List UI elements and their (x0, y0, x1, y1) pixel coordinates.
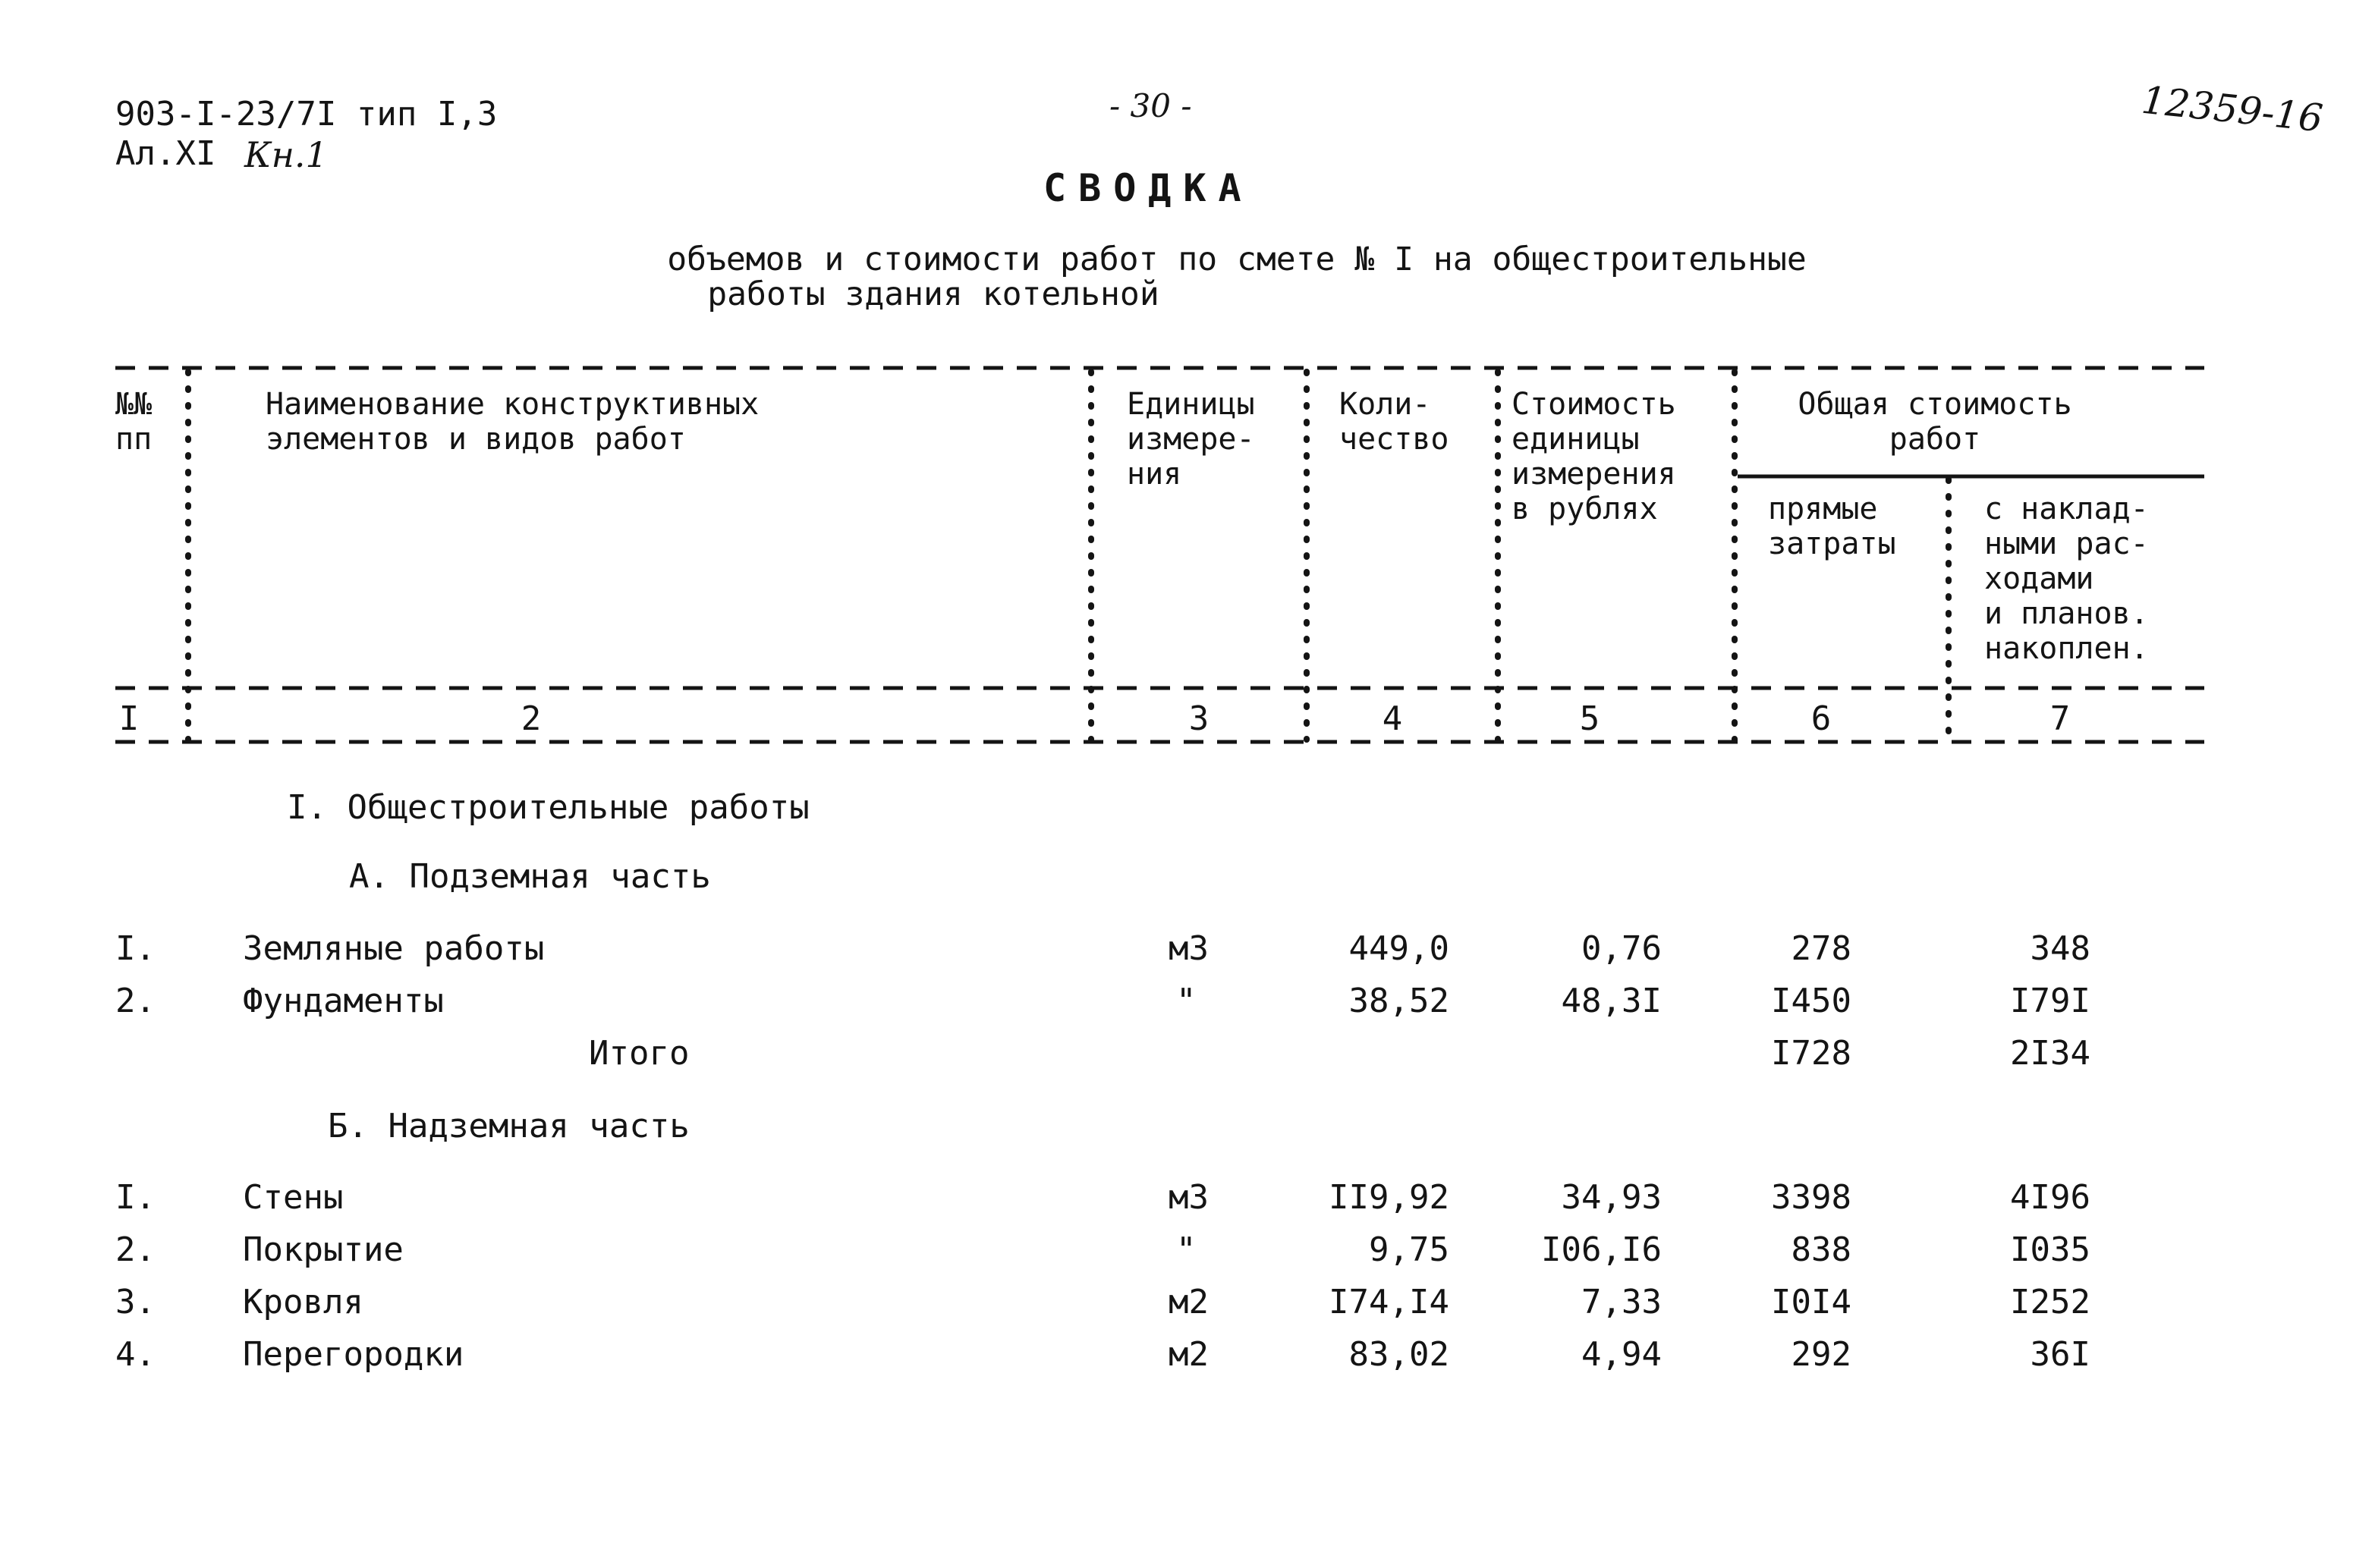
column-number: I (118, 699, 140, 738)
row-unit-cost: 34,93 (1561, 1178, 1662, 1217)
row-cost-with-overhead: I252 (2010, 1283, 2090, 1321)
header-group-total-cost: Общая стоимость работ (1798, 387, 2072, 457)
column-number: 4 (1382, 699, 1403, 738)
document-title: СВОДКА (1043, 166, 1254, 210)
document-subtitle-line2: работы здания котельной (707, 275, 1159, 313)
column-number: 5 (1579, 699, 1600, 738)
album-label: Ал.XI (115, 134, 216, 173)
row-number: 4. (115, 1335, 156, 1374)
row-direct-cost: 278 (1791, 929, 1851, 968)
row-name: Перегородки (243, 1335, 464, 1374)
total-direct-cost: I728 (1771, 1034, 1851, 1073)
row-cost-with-overhead: 36I (2030, 1335, 2090, 1374)
document-code: 903-I-23/7I тип I,3 (115, 95, 498, 134)
column-number: 2 (521, 699, 542, 738)
row-unit: " (1176, 1230, 1197, 1269)
row-number: I. (115, 1178, 156, 1217)
row-quantity: 9,75 (1369, 1230, 1449, 1269)
header-col-with-overhead: с наклад- ными рас- ходами и планов. накоплен. (1984, 492, 2149, 666)
section-title: I. Общестроительные работы (287, 788, 810, 827)
row-number: 3. (115, 1283, 156, 1321)
row-unit: м2 (1169, 1283, 1209, 1321)
row-name: Земляные работы (243, 929, 545, 968)
header-col-unit-cost: Стоимость единицы измерения в рублях (1512, 387, 1676, 526)
row-cost-with-overhead: I035 (2010, 1230, 2090, 1269)
row-unit-cost: I06,I6 (1541, 1230, 1662, 1269)
row-quantity: II9,92 (1329, 1178, 1449, 1217)
row-name: Покрытие (243, 1230, 404, 1269)
part-title: Б. Надземная часть (328, 1107, 690, 1145)
header-col-direct-costs: прямые затраты (1768, 492, 1896, 561)
row-name: Фундаменты (243, 982, 444, 1020)
total-label: Итого (589, 1034, 690, 1073)
row-number: I. (115, 929, 156, 968)
row-unit: м2 (1169, 1335, 1209, 1374)
row-unit-cost: 48,3I (1561, 982, 1662, 1020)
row-unit-cost: 7,33 (1581, 1283, 1662, 1321)
row-quantity: 38,52 (1348, 982, 1449, 1020)
header-col-name: Наименование конструктивных элементов и видов работ (266, 387, 760, 457)
row-unit-cost: 0,76 (1581, 929, 1662, 968)
row-unit-cost: 4,94 (1581, 1335, 1662, 1374)
part-title: А. Подземная часть (349, 857, 711, 896)
row-number: 2. (115, 982, 156, 1020)
row-cost-with-overhead: 348 (2030, 929, 2090, 968)
column-number: 6 (1810, 699, 1832, 738)
document-subtitle-line1: объемов и стоимости работ по смете № I на общестроительные (667, 240, 1807, 278)
page-number: - 30 - (1109, 87, 1192, 124)
row-unit: м3 (1169, 1178, 1209, 1217)
row-quantity: I74,I4 (1329, 1283, 1449, 1321)
header-col-unit: Единицы измере- ния (1127, 387, 1255, 492)
row-unit: м3 (1169, 929, 1209, 968)
row-name: Стены (243, 1178, 344, 1217)
header-col-number: №№ пп (115, 387, 153, 457)
book-handwritten-note: Кн.1 (244, 134, 328, 175)
row-quantity: 83,02 (1348, 1335, 1449, 1374)
row-number: 2. (115, 1230, 156, 1269)
column-number: 7 (2049, 699, 2071, 738)
row-name: Кровля (243, 1283, 363, 1321)
header-col-quantity: Коли- чество (1339, 387, 1449, 457)
row-quantity: 449,0 (1348, 929, 1449, 968)
column-number: 3 (1188, 699, 1210, 738)
row-direct-cost: 838 (1791, 1230, 1851, 1269)
row-cost-with-overhead: 4I96 (2010, 1178, 2090, 1217)
row-direct-cost: 292 (1791, 1335, 1851, 1374)
inventory-number: 12359-16 (2139, 77, 2325, 141)
row-unit: " (1176, 982, 1197, 1020)
total-cost-with-overhead: 2I34 (2010, 1034, 2090, 1073)
row-direct-cost: I450 (1771, 982, 1851, 1020)
row-direct-cost: I0I4 (1771, 1283, 1851, 1321)
row-cost-with-overhead: I79I (2010, 982, 2090, 1020)
row-direct-cost: 3398 (1771, 1178, 1851, 1217)
